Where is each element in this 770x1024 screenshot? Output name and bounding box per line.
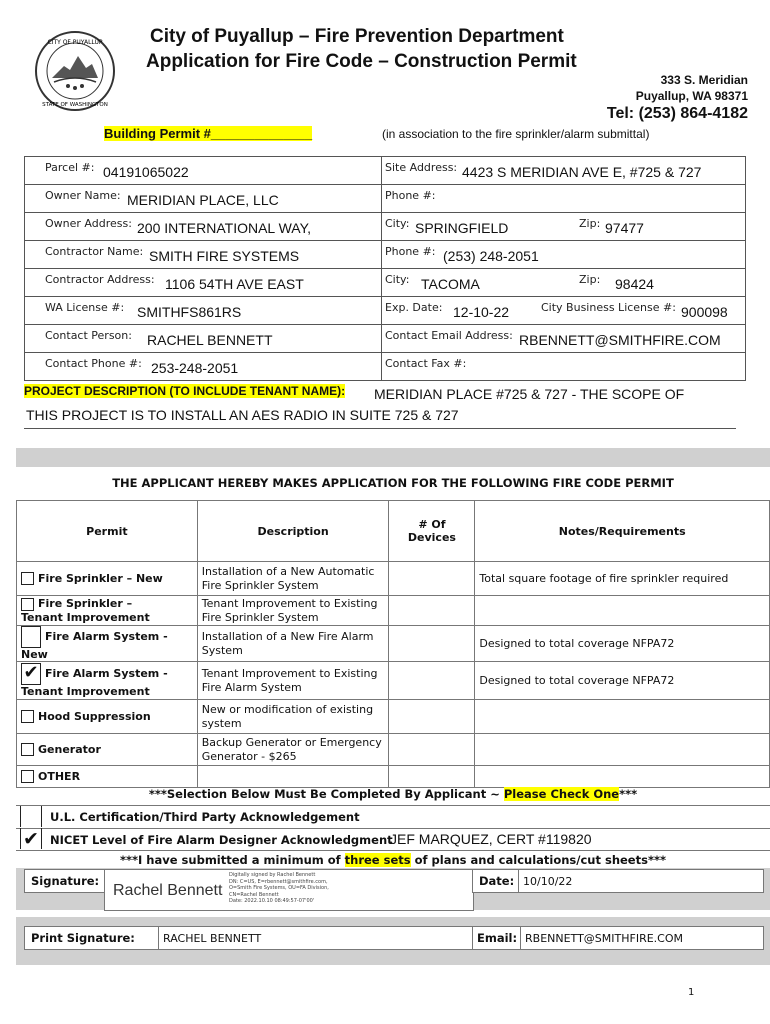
- print-signature-label-box: [24, 926, 160, 950]
- table-row: [17, 626, 770, 662]
- contractor-city-field[interactable]: TACOMA: [421, 276, 480, 292]
- email-value: RBENNETT@SMITHFIRE.COM: [525, 932, 683, 945]
- wa-license-label: WA License #:: [45, 301, 125, 314]
- contact-fax-label: Contact Fax #:: [385, 357, 467, 370]
- parcel-label: Parcel #:: [45, 161, 95, 174]
- site-field[interactable]: 4423 S MERIDIAN AVE E, #725 & 727: [462, 164, 702, 180]
- description-cell: Installation of a New Fire Alarm System: [197, 626, 389, 662]
- permit-label-2: Tenant Improvement: [21, 610, 150, 624]
- devices-cell[interactable]: [389, 626, 475, 662]
- gray-band: [16, 448, 770, 467]
- table-row: [17, 766, 770, 788]
- submitted-text: ***I have submitted a minimum of: [119, 853, 345, 867]
- ul-row: [16, 805, 770, 829]
- notes-cell: [475, 734, 770, 766]
- date-value: 10/10/22: [523, 875, 573, 888]
- notes-cell: Designed to total coverage NFPA72: [475, 662, 770, 700]
- contractor-address-label: Contractor Address:: [45, 273, 155, 286]
- table-row: [17, 700, 770, 734]
- phone-number: Tel: (253) 864-4182: [606, 105, 748, 122]
- submitted-statement: [16, 853, 770, 867]
- title-line2: Application for Fire Code – Construction Permit: [146, 51, 577, 72]
- contact-phone-field[interactable]: 253-248-2051: [151, 360, 239, 376]
- table-row: [17, 662, 770, 700]
- header-notes: Notes/Requirements: [475, 501, 770, 562]
- email-field[interactable]: [520, 926, 764, 950]
- contact-person-field[interactable]: RACHEL BENNETT: [147, 332, 273, 348]
- permit-table: [16, 500, 770, 788]
- digital-sig-line: O=Smith Fire Systems, OU=FA Division,: [229, 885, 329, 891]
- seal-top-text: CITY OF PUYALLUP: [47, 39, 103, 46]
- permit-cell: [17, 766, 198, 788]
- fire-sprinkler-ti-checkbox[interactable]: [21, 598, 34, 611]
- contact-phone-label: Contact Phone #:: [45, 357, 142, 370]
- description-cell: Backup Generator or Emergency Generator - $265: [197, 734, 389, 766]
- notes-cell: [475, 596, 770, 626]
- building-permit-note: (in association to the fire sprinkler/alarm submittal): [382, 127, 650, 141]
- digital-sig-line: Digitally signed by Rachel Bennett: [229, 872, 316, 878]
- permit-label-2: Tenant Improvement: [21, 685, 150, 698]
- digital-sig-line: CN=Rachel Bennett: [229, 891, 279, 898]
- project-description-label: PROJECT DESCRIPTION (TO INCLUDE TENANT NAME):: [24, 384, 346, 398]
- business-license-field[interactable]: 900098: [681, 304, 728, 320]
- permit-cell: [17, 562, 198, 596]
- header-description: Description: [197, 501, 389, 562]
- date-field[interactable]: [518, 869, 764, 893]
- description-cell: Tenant Improvement to Existing Fire Alarm System: [197, 662, 389, 700]
- digital-signature-stamp: [229, 872, 329, 905]
- date-label: Date:: [479, 874, 515, 888]
- nicet-row: [16, 828, 770, 851]
- contact-email-label: Contact Email Address:: [385, 329, 513, 342]
- business-license-label: City Business License #:: [541, 301, 676, 314]
- fire-sprinkler-new-checkbox[interactable]: [21, 572, 34, 585]
- seal-bottom-text: STATE OF WASHINGTON: [42, 102, 108, 108]
- title-line1: City of Puyallup – Fire Prevention Department: [150, 26, 564, 47]
- contractor-city-label: City:: [385, 273, 410, 286]
- city-label: City:: [385, 217, 410, 230]
- parcel-field[interactable]: 04191065022: [103, 164, 189, 180]
- form-row: [25, 157, 745, 185]
- devices-cell[interactable]: [389, 562, 475, 596]
- notes-cell: [475, 700, 770, 734]
- ul-label: U.L. Certification/Third Party Acknowledgement: [50, 810, 360, 824]
- description-cell: Installation of a New Automatic Fire Sprinkler System: [197, 562, 389, 596]
- building-permit-field[interactable]: Building Permit #______________: [104, 126, 313, 141]
- signature-label: Signature:: [31, 874, 100, 888]
- digital-sig-line: Date: 2022.10.10 08:49:57-07'00': [229, 898, 315, 904]
- contractor-zip-label: Zip:: [579, 273, 601, 286]
- ul-checkbox[interactable]: [20, 806, 42, 827]
- permit-label: Fire Alarm System -New: [21, 630, 168, 661]
- signature-field[interactable]: [104, 869, 474, 911]
- owner-field[interactable]: MERIDIAN PLACE, LLC: [127, 192, 279, 208]
- selection-highlight: Please Check One: [503, 787, 620, 801]
- devices-cell[interactable]: [389, 596, 475, 626]
- permit-cell: [17, 596, 198, 626]
- address-line2: Puyallup, WA 98371: [635, 89, 748, 103]
- owner-zip-field[interactable]: 97477: [605, 220, 644, 236]
- contractor-zip-field[interactable]: 98424: [615, 276, 654, 292]
- table-row: [17, 734, 770, 766]
- contact-person-label: Contact Person:: [45, 329, 132, 342]
- email-label: Email:: [477, 931, 518, 945]
- permit-label: OTHER: [38, 769, 81, 783]
- notes-cell: Total square footage of fire sprinkler required: [475, 562, 770, 596]
- contractor-phone-field[interactable]: (253) 248-2051: [443, 248, 539, 264]
- notes-cell: [475, 766, 770, 788]
- exp-date-label: Exp. Date:: [385, 301, 443, 314]
- generator-checkbox[interactable]: [21, 743, 34, 756]
- nicet-checkbox[interactable]: ✔: [20, 828, 42, 849]
- devices-cell[interactable]: [389, 734, 475, 766]
- digital-sig-line: DN: C=US, E=rbennett@smithfire.com,: [229, 878, 328, 885]
- applicant-form: [24, 156, 746, 381]
- table-row: [17, 562, 770, 596]
- form-row: [25, 241, 745, 269]
- wa-license-field[interactable]: SMITHFS861RS: [137, 304, 242, 320]
- description-cell: New or modification of existing system: [197, 700, 389, 734]
- header-devices: # Of Devices: [389, 501, 475, 562]
- devices-cell[interactable]: [389, 766, 475, 788]
- table-header: [17, 501, 770, 562]
- signature-value: Rachel Bennett: [113, 882, 223, 899]
- print-signature-field[interactable]: [158, 926, 474, 950]
- owner-label: Owner Name:: [45, 189, 121, 202]
- owner-city-field[interactable]: SPRINGFIELD: [415, 220, 509, 236]
- contact-email-field[interactable]: RBENNETT@SMITHFIRE.COM: [519, 332, 721, 348]
- selection-heading: [16, 787, 770, 801]
- fire-alarm-ti-checkbox[interactable]: ✔: [21, 663, 41, 685]
- nicet-value[interactable]: JEF MARQUEZ, CERT #119820: [390, 831, 592, 847]
- nicet-label: NICET Level of Fire Alarm Designer Acknowledgment: [50, 833, 393, 847]
- form-row: [25, 353, 745, 380]
- permit-label: Hood Suppression: [38, 709, 151, 723]
- date-label-box: [472, 869, 520, 893]
- fire-alarm-new-checkbox[interactable]: [21, 626, 41, 648]
- permit-label: Fire Sprinkler –: [38, 597, 133, 611]
- permit-cell: [17, 700, 198, 734]
- divider: [24, 428, 736, 429]
- permit-label: Fire Sprinkler – New: [38, 571, 163, 585]
- devices-cell[interactable]: [389, 662, 475, 700]
- exp-date-field[interactable]: 12-10-22: [453, 304, 510, 320]
- notes-cell: Designed to total coverage NFPA72: [475, 626, 770, 662]
- owner-address-label: Owner Address:: [45, 217, 132, 230]
- signature-label-box: [24, 869, 106, 893]
- other-checkbox[interactable]: [21, 770, 34, 783]
- zip-label: Zip:: [579, 217, 601, 230]
- permit-cell: [17, 734, 198, 766]
- print-signature-value: RACHEL BENNETT: [163, 932, 262, 945]
- form-row: [25, 297, 745, 325]
- permit-label: Generator: [38, 742, 101, 756]
- contractor-address-field[interactable]: 1106 54TH AVE EAST: [165, 276, 304, 292]
- contractor-field[interactable]: SMITH FIRE SYSTEMS: [149, 248, 300, 264]
- phone-label: Phone #:: [385, 189, 436, 202]
- description-cell: [197, 766, 389, 788]
- form-row: [25, 269, 745, 297]
- address-line1: 333 S. Meridian: [660, 73, 748, 87]
- selection-text: ***Selection Below Must Be Completed By Applicant ~: [148, 787, 504, 801]
- print-signature-label: Print Signature:: [31, 931, 135, 945]
- email-label-box: [472, 926, 522, 950]
- application-heading: THE APPLICANT HEREBY MAKES APPLICATION FOR THE FOLLOWING FIRE CODE PERMIT: [112, 476, 674, 490]
- devices-cell[interactable]: [389, 700, 475, 734]
- header-permit: Permit: [17, 501, 198, 562]
- hood-suppression-checkbox[interactable]: [21, 710, 34, 723]
- city-seal: [34, 30, 116, 112]
- form-row: [25, 213, 745, 241]
- permit-label: Fire Alarm System -: [45, 667, 168, 680]
- site-label: Site Address:: [385, 161, 458, 174]
- owner-address-field[interactable]: 200 INTERNATIONAL WAY,: [137, 220, 312, 236]
- project-description-line2[interactable]: THIS PROJECT IS TO INSTALL AN AES RADIO IN SUITE 725 & 727: [26, 407, 459, 423]
- contractor-phone-label: Phone #:: [385, 245, 436, 258]
- form-row: [25, 185, 745, 213]
- form-row: [25, 325, 745, 353]
- page-number: 1: [688, 987, 695, 998]
- submitted-highlight: three sets: [344, 853, 411, 867]
- permit-cell: [17, 662, 198, 700]
- submitted-text-end: of plans and calculations/cut sheets***: [410, 853, 666, 867]
- table-row: [17, 596, 770, 626]
- contractor-label: Contractor Name:: [45, 245, 144, 258]
- description-cell: Tenant Improvement to Existing Fire Sprinkler System: [197, 596, 389, 626]
- project-description-line1[interactable]: MERIDIAN PLACE #725 & 727 - THE SCOPE OF: [374, 386, 685, 402]
- selection-text-end: ***: [619, 787, 638, 801]
- permit-cell: [17, 626, 198, 662]
